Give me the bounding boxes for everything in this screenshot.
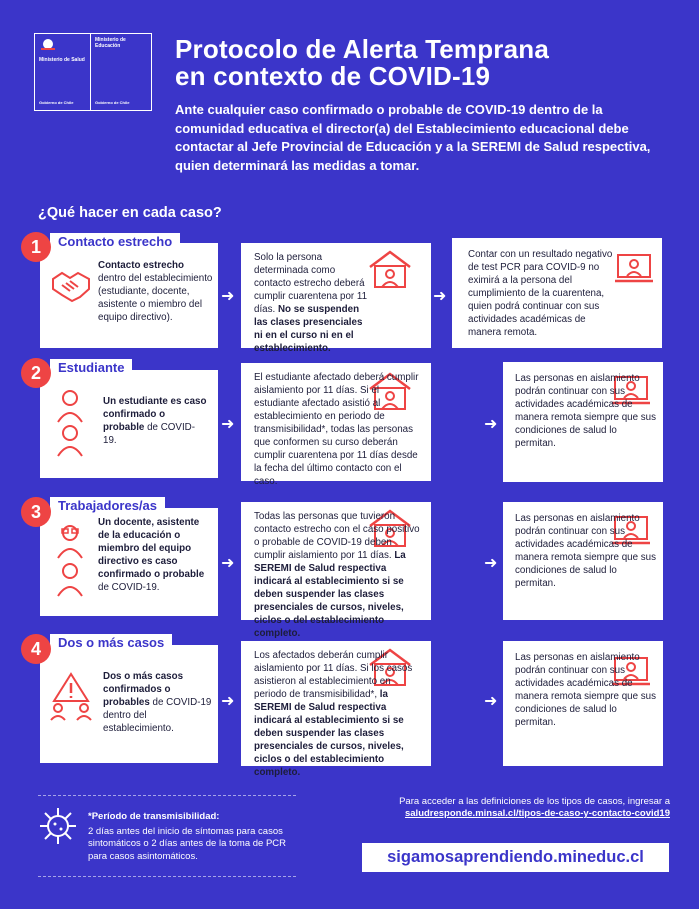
logo-mineduc-text: Ministerio de Educación bbox=[95, 37, 126, 49]
case-3-card-situation bbox=[40, 508, 218, 616]
arrow-right-icon: ➜ bbox=[221, 416, 235, 433]
case-4-number: 4 bbox=[21, 634, 51, 664]
case-1-measure-bold: No se suspenden las clases presenciales ni en el curso ni en el establecimiento. bbox=[254, 304, 363, 355]
case-3-situation-rest: de COVID-19. bbox=[98, 582, 160, 594]
case-1-situation-text bbox=[98, 259, 213, 324]
case-1-number: 1 bbox=[21, 232, 51, 262]
case-3-situation-text bbox=[98, 516, 213, 594]
case-1-label: Contacto estrecho bbox=[50, 233, 180, 251]
logo-mineduc-gobierno: Gobierno de Chile bbox=[95, 100, 130, 105]
definitions-intro: Para acceder a las definiciones de los tipos de casos, ingresar a bbox=[399, 796, 670, 807]
transmissibility-text: 2 días antes del inicio de síntomas para casos sintomáticos o 2 días antes de la toma de PCR para casos asintomáticos. bbox=[88, 826, 287, 862]
handshake-icon bbox=[50, 265, 92, 307]
section-question: ¿Qué hacer en cada caso? bbox=[38, 205, 222, 221]
virus-icon bbox=[38, 806, 78, 846]
case-3-number: 3 bbox=[21, 497, 51, 527]
case-4-measure-bold: la SEREMI de Salud respectiva indicará al establecimiento si se deben suspender las clases presenciales de cursos, niveles, ciclos o del establecimiento completo. bbox=[254, 689, 404, 779]
case-4-measure-text bbox=[254, 649, 426, 779]
case-2-label: Estudiante bbox=[50, 359, 132, 377]
case-3-measure-bold: La SEREMI de Salud respectiva indicará al establecimiento si se deben suspender las clases presenciales de cursos, niveles, ciclos o del establecimiento completo. bbox=[254, 550, 406, 640]
arrow-right-icon: ➜ bbox=[484, 693, 498, 710]
case-1-measure-plain: Solo la persona determinada como contacto estrecho deberá cumplir cuarentena por 11 días. bbox=[254, 252, 368, 316]
case-3-measure-text bbox=[254, 510, 426, 640]
case-4-situation-rest: de COVID-19 dentro del establecimiento. bbox=[103, 697, 212, 735]
arrow-right-icon: ➜ bbox=[484, 555, 498, 572]
intro-text: Ante cualquier caso confirmado o probable de COVID-19 dentro de la comunidad educativa el director(a) del Establecimiento educacional debe contactar al Jefe Provincial de Educación y a la SEREMI de Salud respectiva, quien determinará las medidas a tomar. bbox=[175, 102, 651, 173]
case-2-situation-bold: Un estudiante es caso confirmado o probable bbox=[103, 396, 207, 434]
case-4-card-note bbox=[503, 641, 663, 766]
definitions-info bbox=[320, 796, 670, 821]
arrow-right-icon: ➜ bbox=[433, 288, 447, 305]
arrow-right-icon: ➜ bbox=[221, 555, 235, 572]
case-2-situation-rest: de COVID-19. bbox=[103, 422, 196, 447]
case-2-measure-plain: El estudiante afectado deberá cumplir aislamiento por 11 días. Si el estudiante afectado asistió al establecimiento en periodo de transmisibilidad*, todas las personas que conformen su curso deberán cumplir cuarentena por 11 días desde la fecha del último contacto con el caso. bbox=[254, 372, 419, 488]
case-4-measure-plain: Los afectados deberán cumplir aislamiento por 11 días. Si los casos asistieron al establecimiento en periodo de transmisibilidad*, bbox=[254, 650, 413, 701]
title-line-1: Protocolo de Alerta Temprana bbox=[175, 34, 550, 64]
government-logos bbox=[34, 33, 152, 111]
house-person-icon bbox=[366, 249, 414, 289]
case-4-situation-text bbox=[103, 670, 213, 735]
logo-minsal-text: Ministerio de Salud bbox=[39, 57, 85, 63]
case-2-card-measure bbox=[241, 363, 431, 488]
arrow-right-icon: ➜ bbox=[484, 416, 498, 433]
case-4-note-text: Las personas en aislamiento podrán continuar con sus actividades académicas de manera remota siempre que sus condiciones de salud lo permitan. bbox=[515, 652, 657, 729]
logo-mineduc bbox=[90, 33, 152, 111]
footer-separator-bottom bbox=[38, 876, 296, 877]
case-1-measure-text bbox=[254, 251, 369, 355]
footer-separator-top bbox=[38, 795, 296, 796]
crest-icon bbox=[39, 38, 57, 51]
teachers-icon bbox=[50, 522, 90, 602]
title-line-2: en contexto de COVID-19 bbox=[175, 61, 491, 92]
case-3-card-note bbox=[503, 502, 663, 620]
website-link[interactable]: sigamosaprendiendo.mineduc.cl bbox=[362, 843, 669, 872]
transmissibility-title: *Período de transmisibilidad: bbox=[88, 811, 220, 822]
case-3-situation-bold: Un docente, asistente de la educación o miembro del equipo directivo es caso confirmado o probable bbox=[98, 517, 205, 581]
logo-minsal-gobierno: Gobierno de Chile bbox=[39, 100, 74, 105]
case-4-label: Dos o más casos bbox=[50, 634, 172, 652]
case-1-card-note bbox=[452, 238, 662, 348]
case-1-note-text: Contar con un resultado negativo de test PCR para COVID-9 no eximirá a la persona del cumplimiento de la cuarentena, quien podrá continuar con sus actividades académicas de manera remota. bbox=[468, 249, 613, 339]
case-1-situation-rest: dentro del establecimiento (estudiante, docente, asistente o miembro del equipo directivo). bbox=[98, 273, 213, 324]
case-2-situation-text bbox=[103, 395, 208, 447]
students-icon bbox=[50, 388, 90, 458]
warning-people-icon bbox=[48, 671, 94, 721]
arrow-right-icon: ➜ bbox=[221, 693, 235, 710]
case-4-card-measure bbox=[241, 641, 431, 779]
logo-minsal bbox=[34, 33, 90, 111]
case-2-note-text: Las personas en aislamiento podrán continuar con sus actividades académicas de manera remota siempre que sus condiciones de salud lo permitan. bbox=[515, 373, 657, 450]
laptop-person-icon bbox=[614, 252, 654, 286]
case-4-situation-bold: Dos o más casos confirmados o probables bbox=[103, 671, 184, 709]
definitions-link[interactable]: saludresponde.minsal.cl/tipos-de-caso-y-contacto-covid19 bbox=[404, 808, 670, 820]
case-2-measure-text bbox=[254, 371, 426, 488]
page-title bbox=[175, 36, 549, 91]
case-1-card-situation bbox=[40, 243, 218, 348]
case-4-card-situation bbox=[40, 645, 218, 763]
case-3-card-measure bbox=[241, 502, 431, 640]
case-3-measure-plain: Todas las personas que tuvieron contacto estrecho con el caso positivo o probable de COVID-19 deben cumplir aislamiento por 11 días. bbox=[254, 511, 420, 562]
arrow-right-icon: ➜ bbox=[221, 288, 235, 305]
case-2-number: 2 bbox=[21, 358, 51, 388]
case-3-label: Trabajadores/as bbox=[50, 497, 165, 515]
case-2-card-situation bbox=[40, 370, 218, 478]
case-2-card-note bbox=[503, 362, 663, 482]
case-1-situation-bold: Contacto estrecho bbox=[98, 260, 185, 271]
case-3-note-text: Las personas en aislamiento podrán continuar con sus actividades académicas de manera remota siempre que sus condiciones de salud lo permitan. bbox=[515, 513, 657, 590]
case-1-card-measure bbox=[241, 243, 431, 355]
